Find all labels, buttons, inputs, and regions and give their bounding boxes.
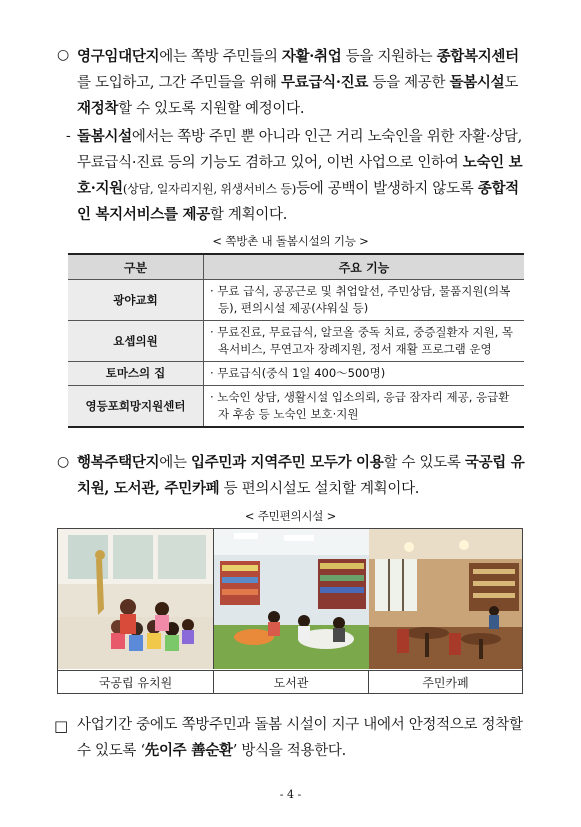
facility-function: · 무료 급식, 공공근로 및 취업알선, 주민상담, 물품지원(의복 등), 편의시설 제공(샤워실 등) <box>204 280 525 321</box>
facility-name: 영등포희망지원센터 <box>68 386 204 428</box>
body-text: 할 수 있도록 지원할 예정이다. <box>118 101 305 117</box>
facility-function: · 무료진료, 무료급식, 알코올 중독 치료, 중증질환자 지원, 목욕서비스, 무연고자 장례지원, 정서 재활 프로그램 운영 <box>204 321 525 362</box>
emphasis-text: 행복주택단지 <box>77 454 160 471</box>
body-text: (상담, 일자리지원, 위생서비스 등) <box>122 182 297 196</box>
emphasis-text: 국공립 유치원, 도서관, 주민카페 <box>77 454 525 497</box>
table-row <box>68 280 524 321</box>
library-label: 도서관 <box>214 670 369 694</box>
kindergarten-label: 국공립 유치원 <box>58 670 214 694</box>
table-row <box>68 321 524 362</box>
emphasis-text: 자활·취업 <box>281 48 342 65</box>
bullet-circle-2: ○ <box>57 454 70 470</box>
dash-bullet: - <box>66 128 71 144</box>
emphasis-text: 先이주 善순환 <box>144 742 233 759</box>
body-text: 할 수 있도록 <box>383 455 465 471</box>
body-text: 등을 제공한 <box>368 75 450 91</box>
kindergarten-photo-icon <box>58 529 214 669</box>
body-text: 에서는 쪽방 주민 뿐 아니라 인근 거리 노숙인을 위한 자활·상담, 무료급식·진료 등의 기능도 겸하고 있어, 이번 사업으로 인하여 <box>77 129 522 171</box>
page-number: - 4 - <box>279 788 302 801</box>
emphasis-text: 재정착 <box>77 100 119 117</box>
table-header-category: 구분 <box>68 254 204 280</box>
facility-name: 토마스의 집 <box>68 362 204 386</box>
body-text: 를 도입하고, 그간 주민들을 위해 <box>77 75 282 91</box>
table-header-function: 주요 기능 <box>204 254 525 280</box>
bullet-circle-1: ○ <box>57 47 70 63</box>
emphasis-text: 영구임대단지 <box>77 48 160 65</box>
emphasis-text: 돌봄시설 <box>449 74 505 91</box>
facility-function: · 노숙인 상담, 생활시설 입소의뢰, 응급 잠자리 제공, 응급환자 후송 등 노숙인 보호·지원 <box>204 386 525 428</box>
body-text: 등 편의시설도 설치할 계획이다. <box>219 481 420 497</box>
body-text: ’ 방식을 적용한다. <box>232 743 346 759</box>
paragraph-relocation <box>77 713 527 764</box>
body-text: 도 <box>504 75 519 91</box>
body-text: 사업기간 중에도 쪽방주민과 돌봄 시설이 지구 내에서 안정적으로 정착할 수 있도록 ‘ <box>77 717 523 759</box>
facility-name: 광야교회 <box>68 280 204 321</box>
facility-photo-strip <box>57 528 523 694</box>
paragraph-rental-complex <box>77 44 525 122</box>
body-text: 에는 <box>159 455 191 471</box>
cafe-photo-icon <box>369 529 522 669</box>
body-text: 등을 지원하는 <box>341 49 437 65</box>
table-row <box>68 362 524 386</box>
emphasis-text: 종합복지센터 <box>436 48 519 65</box>
emphasis-text: 돌봄시설 <box>77 128 132 145</box>
library-photo-icon <box>214 529 370 669</box>
paragraph-happy-housing <box>77 450 527 502</box>
paragraph-care-facilities <box>77 124 527 228</box>
photos-caption: < 주민편의시설 > <box>244 509 337 523</box>
emphasis-text: 무료급식·진료 <box>281 74 369 91</box>
facility-name: 요셉의원 <box>68 321 204 362</box>
table-row <box>68 386 524 428</box>
body-text: 등에 공백이 발생하지 않도록 <box>296 181 478 197</box>
cafe-label: 주민카페 <box>369 670 522 694</box>
emphasis-text: 종합적인 복지서비스를 제공 <box>77 180 519 223</box>
care-facility-table <box>68 253 524 428</box>
bullet-square: □ <box>54 717 69 735</box>
emphasis-text: 입주민과 지역주민 모두가 이용 <box>190 454 384 471</box>
body-text: 에는 쪽방 주민들의 <box>159 49 282 65</box>
emphasis-text: 노숙인 보호·지원 <box>77 154 523 197</box>
facility-function: · 무료급식(중식 1일 400～500명) <box>204 362 525 386</box>
body-text: 할 계획이다. <box>209 207 288 223</box>
table-caption: < 쪽방촌 내 돌봄시설의 기능 > <box>212 234 369 248</box>
